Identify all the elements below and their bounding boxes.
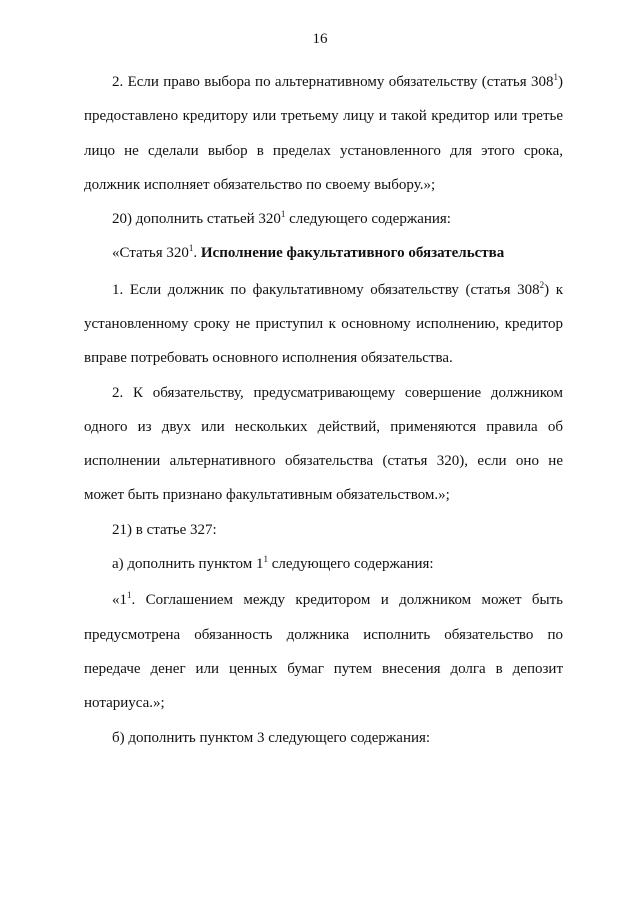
- superscript: 2: [539, 280, 545, 290]
- paragraph-line: нотариуса.»;: [84, 695, 165, 711]
- superscript: 1: [553, 72, 558, 82]
- paragraph-line: 1. Если должник по факультативному обязательству (статья $308^2$) к: [112, 280, 563, 298]
- paragraph-line: 21) в статье 327:: [112, 522, 217, 538]
- paragraph-line: предоставлено кредитору или третьему лицу и такой кредитор или третье: [84, 108, 563, 124]
- paragraph-line: передаче денег или ценных бумаг путем внесения долга в депозит: [84, 661, 563, 677]
- paragraph-line: 2. Если право выбора по альтернативному обязательству (статья $308^1$): [112, 72, 563, 90]
- article-title: Исполнение факультативного обязательства: [200, 245, 505, 261]
- page-number: 16: [312, 31, 328, 47]
- paragraph-line: а) дополнить пунктом $1^1$ следующего содержания:: [112, 554, 434, 572]
- paragraph-line: лицо не сделали выбор в пределах установленного для этого срока,: [84, 143, 563, 159]
- article-heading: «Статья $320^1$. Исполнение факультативного обязательства: [112, 243, 505, 261]
- paragraph-line: установленному сроку не приступил к основному исполнению, кредитор: [84, 316, 563, 332]
- paragraph-line: предусмотрена обязанность должника исполнить обязательство по: [84, 627, 563, 643]
- superscript: 1: [188, 243, 194, 253]
- paragraph-line: 2. К обязательству, предусматривающему совершение должником: [112, 385, 563, 401]
- superscript: 1: [263, 554, 269, 564]
- superscript: 1: [280, 209, 286, 219]
- paragraph-line: «$1^1$. Соглашением между кредитором и должником может быть: [112, 590, 563, 608]
- paragraph-line: должник исполняет обязательство по своему выбору.»;: [84, 177, 436, 193]
- paragraph-line: может быть признано факультативным обязательством.»;: [84, 487, 450, 503]
- paragraph-line: б) дополнить пунктом 3 следующего содержания:: [112, 730, 431, 746]
- superscript: 1: [127, 590, 132, 600]
- paragraph-line: вправе потребовать основного исполнения обязательства.: [84, 350, 453, 366]
- paragraph-line: 20) дополнить статьей $320^1$ следующего содержания:: [112, 209, 451, 227]
- paragraph-line: одного из двух или нескольких действий, применяются правила об: [84, 419, 563, 435]
- paragraph-line: исполнении альтернативного обязательства (статья 320), если оно не: [84, 453, 563, 469]
